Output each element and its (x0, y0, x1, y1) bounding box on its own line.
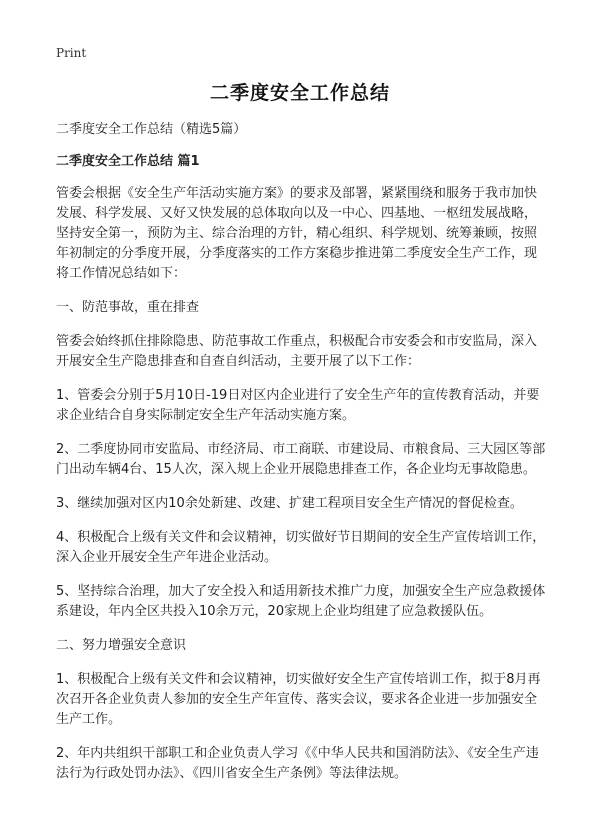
list-item-6: 1、积极配合上级有关文件和会议精神，切实做好安全生产宣传培训工作，拟于8月再次召开各企业负责人参加的安全生产年宣传、落实会议，要求各企业进一步加强安全生产工作。 (56, 672, 541, 727)
document-subtitle: 二季度安全工作总结（精选5篇） (56, 122, 247, 137)
intro-paragraph: 管委会根据《安全生产年活动实施方案》的要求及部署，紧紧围绕和服务于我市加快发展、科学发展、又好又快发展的总体取向以及一中心、四基地、一枢纽发展战略，坚持安全第一，预防为主、综合治理的方针，精心组织、科学规划、统筹兼顾，按照年初制定的分季度开展，分季度落实的工作方案稳步推进第二季度安全生产工作，现将工作情况总结如下： (56, 186, 538, 281)
list-item-7: 2、年内共组织干部职工和企业负责人学习《《中华人民共和国消防法》、《安全生产违法行为行政处罚办法》、《四川省安全生产条例》等法律法规。 (56, 746, 539, 781)
list-item-1: 1、管委会分别于5月10日-19日对区内企业进行了安全生产年的宣传教育活动，并要求企业结合自身实际制定安全生产年活动实施方案。 (56, 388, 540, 423)
list-item-2: 2、二季度协同市安监局、市经济局、市工商联、市建设局、市粮食局、三大园区等部门出动车辆4台、15人次，深入规上企业开展隐患排查工作，各企业均无事故隐患。 (56, 442, 546, 477)
list-item-3: 3、继续加强对区内10余处新建、改建、扩建工程项目安全生产情况的督促检查。 (56, 496, 523, 511)
page-title: 二季度安全工作总结 (209, 82, 390, 104)
document-body (56, 120, 548, 798)
paragraph-1: 管委会始终抓住排除隐患、防范事故工作重点，积极配合市安委会和市安监局，深入开展安全生产隐患排查和自查自纠活动，主要开展了以下工作： (56, 334, 538, 369)
list-item-4: 4、积极配合上级有关文件和会议精神，切实做好节日期间的安全生产宣传培训工作，深入企业开展安全生产年进企业活动。 (56, 530, 546, 565)
section-title: 二季度安全工作总结 篇1 (56, 154, 200, 169)
list-item-5: 5、坚持综合治理，加大了安全投入和适用新技术推广力度，加强安全生产应急救援体系建设，年内全区共投入10余万元，20家规上企业均组建了应急救援队伍。 (56, 584, 546, 619)
section-heading-1: 一、防范事故，重在排查 (56, 300, 200, 315)
print-link[interactable]: Print (56, 46, 87, 60)
section-heading-2: 二、努力增强安全意识 (56, 638, 187, 653)
